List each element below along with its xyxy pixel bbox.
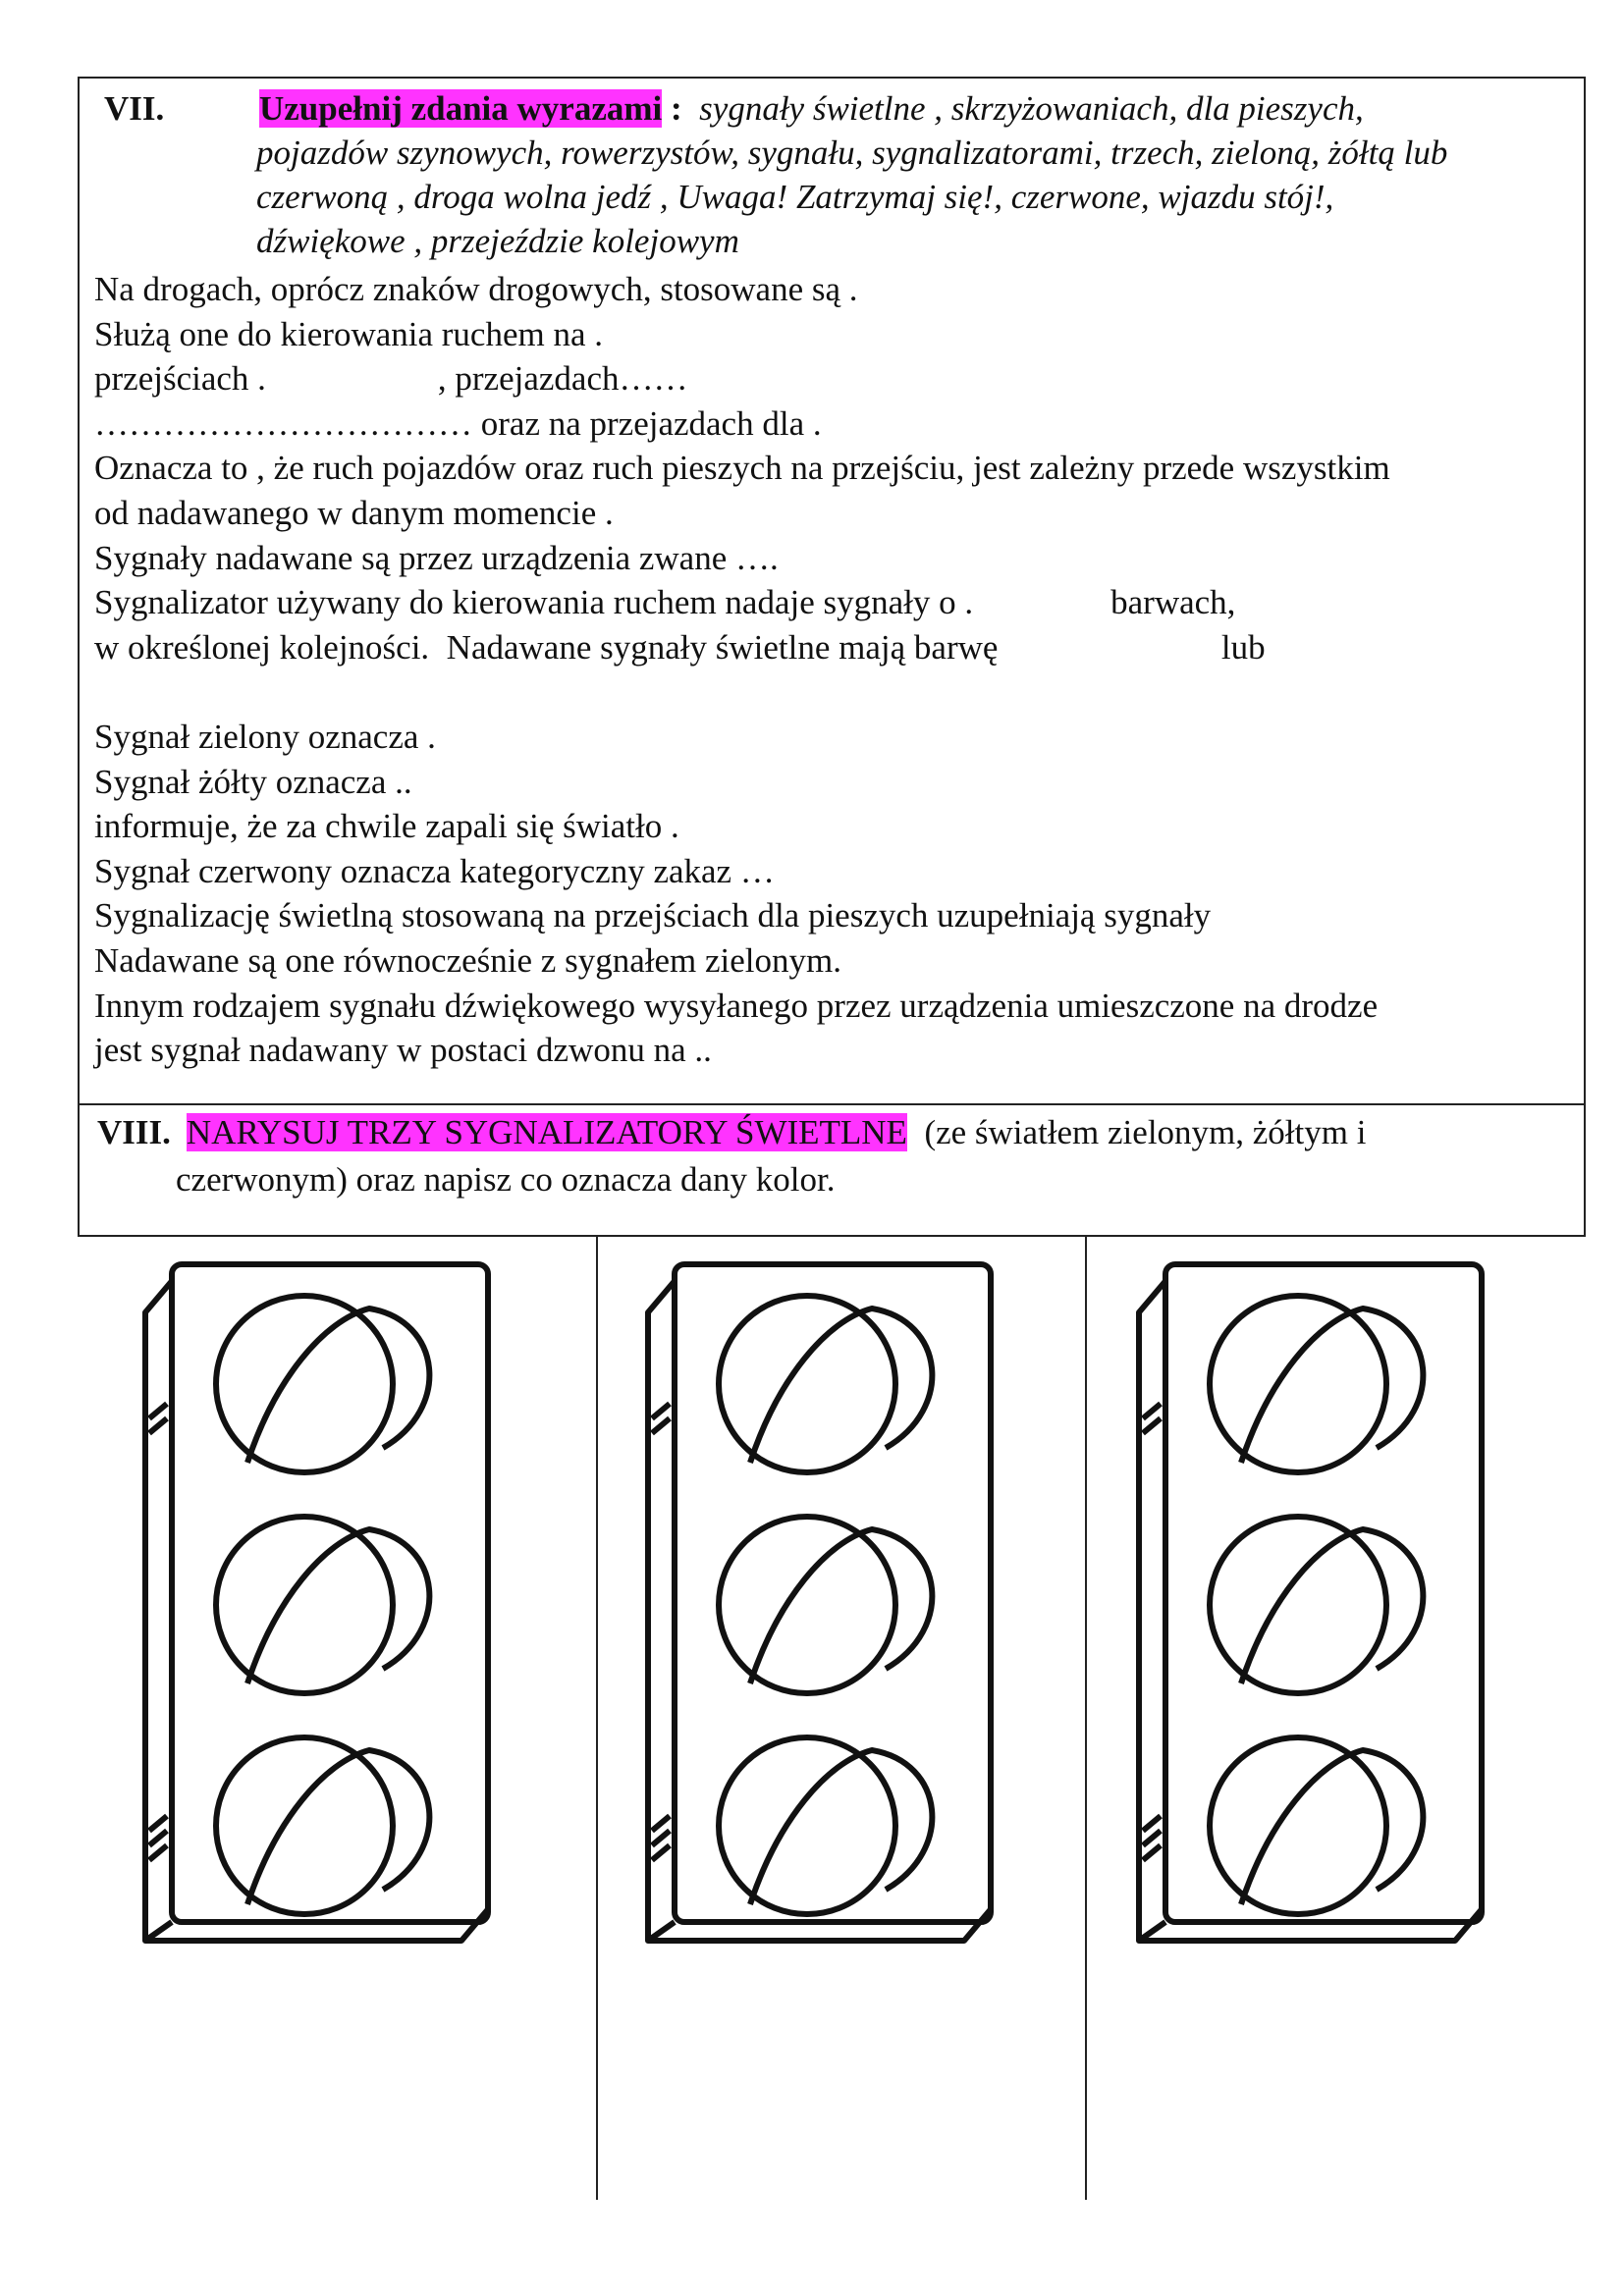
section-vii-number: VII.	[104, 89, 165, 128]
traffic-light-outline-icon	[137, 1261, 491, 1949]
text-line-6: od nadawanego w danym momencie .	[94, 493, 614, 532]
word-bank-line-2: pojazdów szynowych, rowerzystów, sygnału, sygnalizatorami, trzech, zieloną, żółtą lub	[256, 133, 1448, 172]
text-line-4: …………………………… oraz na przejazdach dla .	[94, 403, 822, 443]
worksheet-frame	[78, 77, 1586, 1237]
section-vii-text	[94, 267, 1567, 1073]
text-line-2: Służą one do kierowania ruchem na .	[94, 314, 604, 353]
text-line-18: jest sygnał nadawany w postaci dzwonu na ..	[94, 1031, 712, 1070]
section-viii-instruction: NARYSUJ TRZY SYGNALIZATORY ŚWIETLNE	[186, 1113, 907, 1151]
word-bank-line-1: sygnały świetlne , skrzyżowaniach, dla pieszych,	[699, 89, 1364, 128]
section-viii-header	[97, 1109, 1570, 1203]
text-line-9: w określonej kolejności. Nadawane sygnały świetlne mają barwę lub	[94, 627, 1266, 667]
text-line-16: Nadawane są one równocześnie z sygnałem zielonym.	[94, 940, 841, 980]
text-line-7: Sygnały nadawane są przez urządzenia zwane ….	[94, 538, 779, 577]
text-line-blank	[94, 669, 1567, 715]
text-line-14: Sygnał czerwony oznacza kategoryczny zakaz …	[94, 851, 775, 890]
text-line-3: przejściach . , przejazdach……	[94, 359, 688, 399]
section-vii-instruction: Uzupełnij zdania wyrazami	[259, 89, 663, 128]
text-line-8: Sygnalizator używany do kierowania ruchem nadaje sygnały o . barwach,	[94, 583, 1236, 622]
text-line-5: Oznacza to , że ruch pojazdów oraz ruch pieszych na przejściu, jest zależny przede wszystkim	[94, 449, 1390, 488]
column-divider-2	[1085, 1235, 1087, 2200]
text-line-12: Sygnał żółty oznacza ..	[94, 762, 412, 801]
section-viii-rest-2: czerwonym) oraz napisz co oznacza dany kolor.	[176, 1160, 836, 1199]
text-line-1: Na drogach, oprócz znaków drogowych, stosowane są .	[94, 270, 858, 308]
word-bank-line-4: dźwiękowe , przejeździe kolejowym	[256, 222, 739, 260]
section-vii-header	[104, 86, 1557, 263]
text-line-17: Innym rodzajem sygnału dźwiękowego wysyłanego przez urządzenia umieszczone na drodze	[94, 986, 1379, 1025]
section-vii-colon: :	[662, 89, 682, 128]
section-viii-rest-1: (ze światłem zielonym, żółtym i	[906, 1113, 1367, 1151]
traffic-light-outline-icon	[640, 1261, 994, 1949]
text-line-13: informuje, że za chwile zapali się światło .	[94, 807, 679, 846]
text-line-11: Sygnał zielony oznacza .	[94, 717, 436, 756]
text-line-15: Sygnalizację świetlną stosowaną na przejściach dla pieszych uzupełniają sygnały	[94, 896, 1212, 935]
traffic-light-outline-icon	[1131, 1261, 1485, 1949]
section-divider	[80, 1103, 1584, 1105]
column-divider-1	[596, 1235, 598, 2200]
word-bank-line-3: czerwoną , droga wolna jedź , Uwaga! Zatrzymaj się!, czerwone, wjazdu stój!,	[256, 178, 1334, 216]
section-viii-number: VIII.	[97, 1113, 171, 1151]
